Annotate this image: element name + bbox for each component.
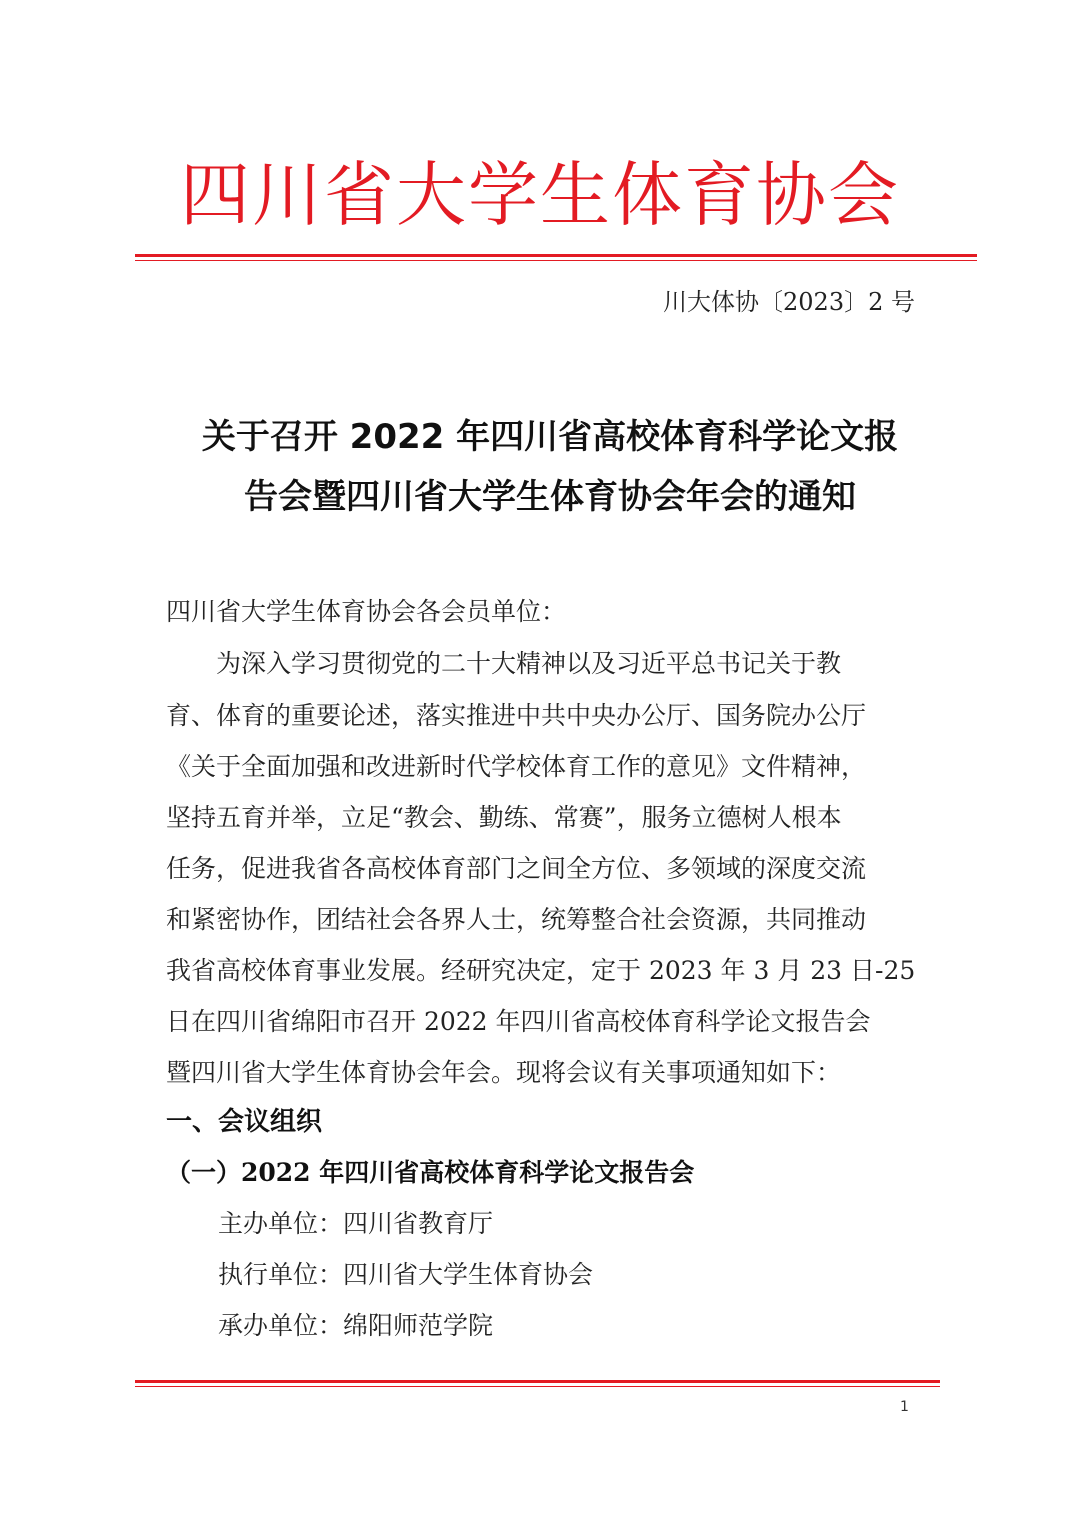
body-line: 任务，促进我省各高校体育部门之间全方位、多领域的深度交流 bbox=[166, 854, 867, 883]
notice-title-line-1: 关于召开 2022 年四川省高校体育科学论文报 bbox=[201, 417, 899, 457]
body-line: 和紧密协作，团结社会各界人士，统筹整合社会资源，共同推动 bbox=[166, 905, 867, 934]
body-line: 暨四川省大学生体育协会年会。现将会议有关事项通知如下： bbox=[166, 1058, 842, 1087]
body-line: 日在四川省绵阳市召开 2022 年四川省高校体育科学论文报告会 bbox=[166, 1007, 871, 1036]
organizer-item: 承办单位：绵阳师范学院 bbox=[218, 1311, 494, 1340]
subsection-heading: （一）2022 年四川省高校体育科学论文报告会 bbox=[166, 1158, 695, 1187]
page-number: 1 bbox=[900, 1399, 909, 1415]
organizer-item: 主办单位：四川省教育厅 bbox=[218, 1209, 494, 1238]
notice-title-line-2: 告会暨四川省大学生体育协会年会的通知 bbox=[244, 477, 856, 517]
body-line: 育、体育的重要论述，落实推进中共中央办公厅、国务院办公厅 bbox=[166, 701, 867, 730]
salutation: 四川省大学生体育协会各会员单位： bbox=[166, 597, 567, 626]
org-masthead: 四川省大学生体育协会 bbox=[180, 154, 900, 236]
masthead-rule-thin bbox=[135, 260, 977, 261]
body-line: 为深入学习贯彻党的二十大精神以及习近平总书记关于教 bbox=[166, 649, 842, 678]
body-line: 我省高校体育事业发展。经研究决定，定于 2023 年 3 月 23 日-25 bbox=[166, 956, 916, 985]
body-line: 坚持五育并举，立足“教会、勤练、常赛”，服务立德树人根本 bbox=[166, 803, 842, 832]
masthead-rule-thick bbox=[135, 254, 977, 257]
body-line: 《关于全面加强和改进新时代学校体育工作的意见》文件精神， bbox=[166, 752, 867, 781]
document-number: 川大体协〔2023〕2 号 bbox=[663, 288, 915, 316]
organizer-item: 执行单位：四川省大学生体育协会 bbox=[218, 1260, 594, 1289]
section-heading: 一、会议组织 bbox=[166, 1107, 323, 1137]
footer-rule-thin bbox=[135, 1386, 940, 1387]
footer-rule-thick bbox=[135, 1380, 940, 1383]
